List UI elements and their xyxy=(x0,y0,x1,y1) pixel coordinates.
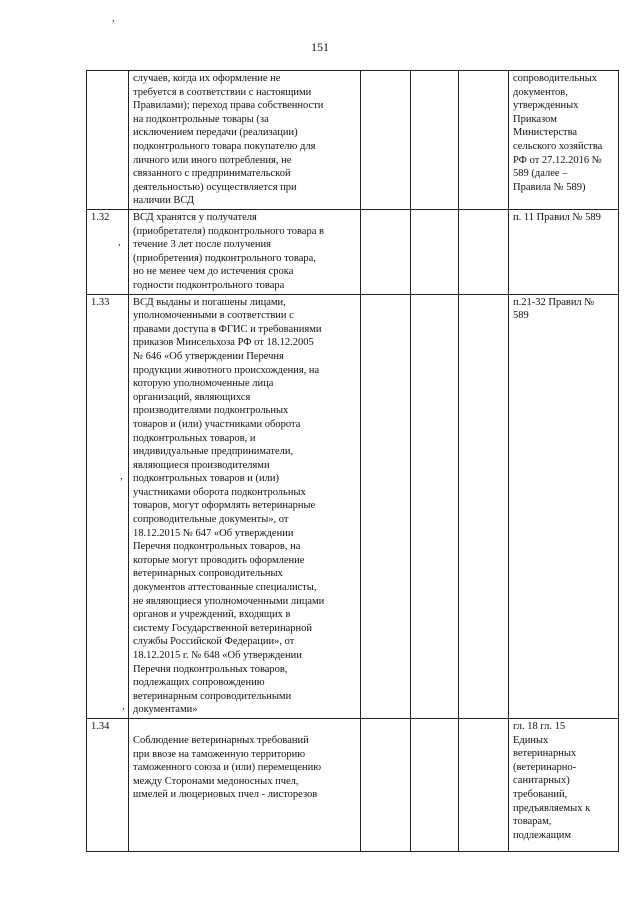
table-row xyxy=(87,718,619,851)
scan-mark: , xyxy=(118,236,121,248)
legal-reference: гл. 18 гл. 15 Единых ветеринарных (ветеринарно- санитарных) требований, предъявляемых к товарам, подлежащим xyxy=(509,718,619,851)
scan-mark: , xyxy=(112,12,115,24)
legal-reference: сопроводительных документов, утвержденных Приказом Министерства сельского хозяйства РФ от 27.12.2016 № 589 (далее – Правила № 589) xyxy=(509,71,619,210)
legal-reference: п.21-32 Правил № 589 xyxy=(509,294,619,718)
scan-mark: , xyxy=(122,700,125,712)
empty-cell xyxy=(459,210,509,295)
empty-cell xyxy=(411,294,459,718)
row-number: 1.34 xyxy=(87,718,129,851)
row-number xyxy=(87,71,129,210)
empty-cell xyxy=(361,718,411,851)
requirement-text: Соблюдение ветеринарных требований при ввозе на таможенную территорию таможенного союза и (или) перемещению между Сторонами медоносных пчел, шмелей и люцерновых пчел - листорезов xyxy=(129,718,361,851)
empty-cell xyxy=(411,210,459,295)
empty-cell xyxy=(459,718,509,851)
row-number: 1.33 xyxy=(87,294,129,718)
table-row xyxy=(87,210,619,295)
legal-reference: п. 11 Правил № 589 xyxy=(509,210,619,295)
empty-cell xyxy=(361,71,411,210)
page-number: 151 xyxy=(311,40,329,54)
requirement-text: ВСД выданы и погашены лицами, уполномоченными в соответствии с правами доступа в ФГИС и требованиями приказов Минсельхоза РФ от 18.12.2005 № 646 «Об утверждении Перечня продукции животного происхождения, на которую уполномоченные лица организаций, являющихся производителями подконтрольных товаров и (или) участниками оборота подконтрольных товаров, и индивидуальные предприниматели, являющиеся производителями подконтрольных товаров и (или) участниками оборота подконтрольных товаров, могут оформлять ветеринарные сопроводительные документы», от 18.12.2015 № 647 «Об утверждении Перечня подконтрольных товаров, на которые могут проводить оформление ветеринарных сопроводительных документов аттестованные специалисты, не являющиеся уполномоченными лицами органов и учреждений, входящих в систему Государственной ветеринарной службы Российской Федерации», от 18.12.2015 г. № 648 «Об утверждении Перечня подконтрольных товаров, подлежащих сопровождению ветеринарным сопроводительными документами» xyxy=(129,294,361,718)
empty-cell xyxy=(459,294,509,718)
scan-mark: , xyxy=(120,470,123,482)
empty-cell xyxy=(411,71,459,210)
empty-cell xyxy=(411,718,459,851)
empty-cell xyxy=(361,210,411,295)
row-number: 1.32 xyxy=(87,210,129,295)
table-row xyxy=(87,71,619,210)
empty-cell xyxy=(361,294,411,718)
empty-cell xyxy=(459,71,509,210)
table-row xyxy=(87,294,619,718)
requirements-table xyxy=(86,70,619,852)
requirement-text: ВСД хранятся у получателя (приобретателя) подконтрольного товара в течение 3 лет после получения (приобретения) подконтрольного товара, но не менее чем до истечения срока годности подконтрольного товара xyxy=(129,210,361,295)
requirement-text: случаев, когда их оформление не требуется в соответствии с настоящими Правилами); переход права собственности на подконтрольные товары (за исключением передачи (реализации) подконтрольного товара покупателю для личного или иного потребления, не связанного с предпринимательской деятельностью) осуществляется при наличии ВСД xyxy=(129,71,361,210)
